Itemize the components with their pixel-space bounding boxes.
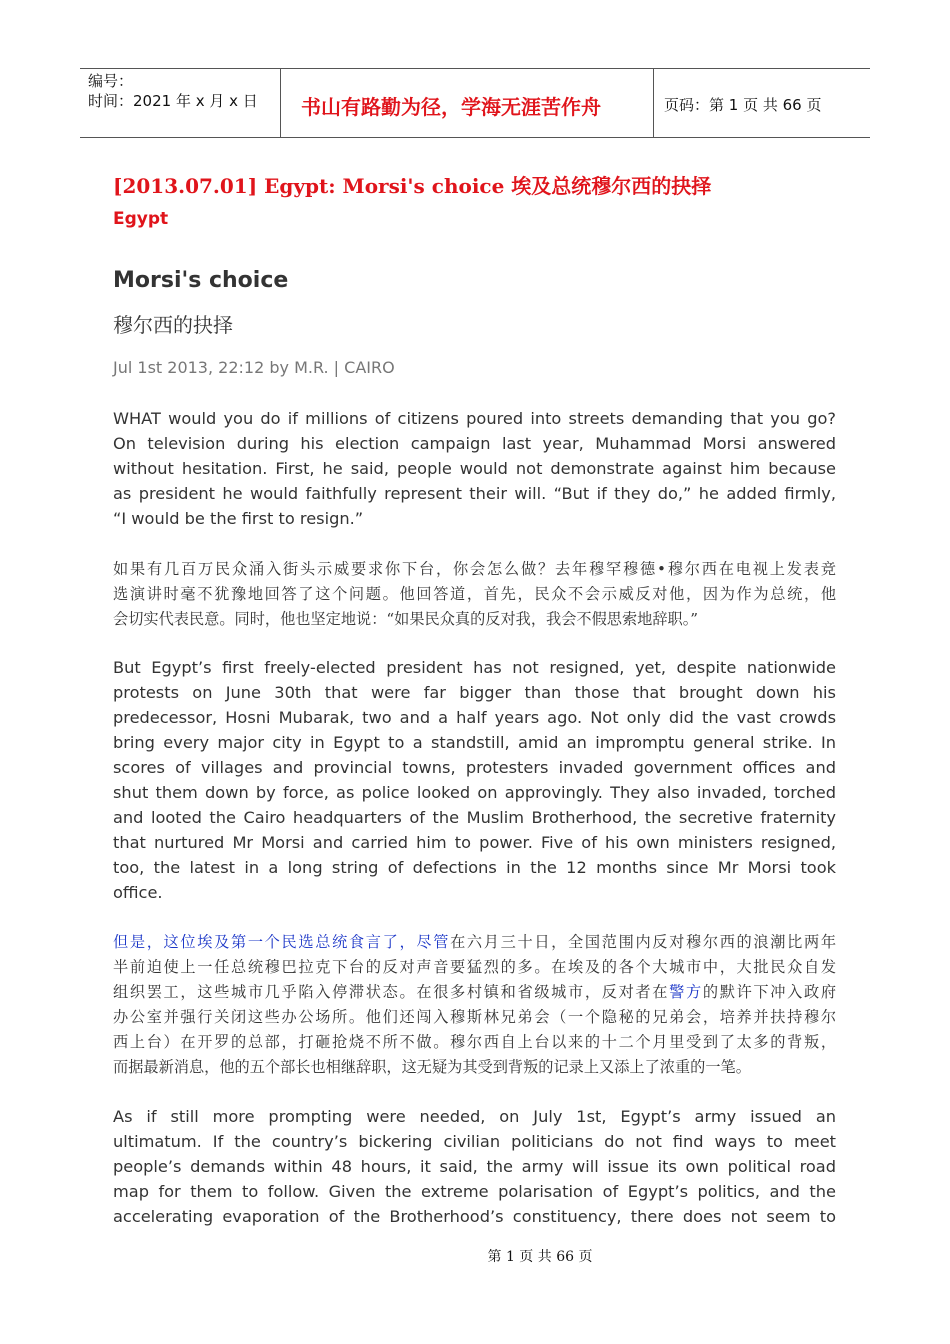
text-line: accelerating evaporation of the Brotherhood’s constituency, there does not seem to xyxy=(113,1207,836,1226)
text-line: people’s demands within 48 hours, it said, the army will issue its own political road xyxy=(113,1157,836,1176)
text-line: map for them to follow. Given the extreme polarisation of Egypt’s politics, and the xyxy=(113,1182,836,1201)
text-line: protests on June 30th that were far bigger than those that brought down his xyxy=(113,683,836,702)
text-line: 选演讲时毫不犹豫地回答了这个问题。他回答道，首先，民众不会示威反对他，因为作为总统，他 xyxy=(113,585,836,603)
text-line: too, the latest in a long string of defections in the 12 months since Mr Morsi took xyxy=(113,858,836,877)
text-line: scores of villages and provincial towns, protesters invaded government offices and xyxy=(113,758,836,777)
text-line: 如果有几百万民众涌入街头示威要求你下台，你会怎么做？去年穆罕穆德•穆尔西在电视上发表竞 xyxy=(113,560,836,578)
text-line: On television during his election campaign last year, Muhammad Morsi answered xyxy=(113,434,836,453)
text-line: As if still more prompting were needed, on July 1st, Egypt’s army issued an xyxy=(113,1107,836,1126)
text-line: office. xyxy=(113,883,163,902)
paragraph-2-cn xyxy=(113,930,836,1080)
text-line: 半前迫使上一任总统穆巴拉克下台的反对声音要猛烈的多。在埃及的各个大城市中，大批民众自发 xyxy=(113,958,836,976)
header-motto: 书山有路勤为径，学海无涯苦作舟 xyxy=(281,69,654,137)
text-line xyxy=(113,930,836,955)
text-line: and looted the Cairo headquarters of the Muslim Brotherhood, the secretive fraternity xyxy=(113,808,836,827)
text-line: 办公室并强行关闭这些办公场所。他们还闯入穆斯林兄弟会（一个隐秘的兄弟会，培养并扶持穆尔 xyxy=(113,1008,836,1026)
text-line: But Egypt’s first freely-elected president has not resigned, yet, despite nationwide xyxy=(113,658,836,677)
article-title: [2013.07.01] Egypt: Morsi's choice 埃及总统穆尔西的抉择 xyxy=(113,174,712,198)
text-line: 会切实代表民意。同时，他也坚定地说：“如果民众真的反对我，我会不假思索地辞职。” xyxy=(113,610,699,628)
number-label: 编号： xyxy=(88,72,134,90)
text-line: predecessor, Hosni Mubarak, two and a half years ago. Not only did the vast crowds xyxy=(113,708,836,727)
text-line: “I would be the first to resign.” xyxy=(113,509,364,528)
headline: Morsi's choice xyxy=(113,268,289,293)
header-meta-cell xyxy=(80,69,281,137)
text-line: without hesitation. First, he said, people would not demonstrate against him because xyxy=(113,459,836,478)
header-table xyxy=(80,68,870,138)
headline-cn: 穆尔西的抉择 xyxy=(113,313,233,337)
paragraph-1-en xyxy=(113,406,836,531)
paragraph-3-en xyxy=(113,1104,836,1229)
text-span: 组织罢工，这些城市几乎陷入停滞状态。在很多村镇和省级城市，反对者在 xyxy=(113,983,670,1001)
text-line: as president he would faithfully represent their will. “But if they do,” he added firmly, xyxy=(113,484,836,503)
byline: Jul 1st 2013, 22:12 by M.R. | CAIRO xyxy=(113,358,395,377)
text-line: WHAT would you do if millions of citizens poured into streets demanding that you go? xyxy=(113,409,836,428)
header-page-label: 页码：第 1 页 共 66 页 xyxy=(664,95,822,114)
paragraph-2-en xyxy=(113,655,836,905)
text-line: bring every major city in Egypt to a standstill, amid an impromptu general strike. In xyxy=(113,733,836,752)
time-label: 时间：2021 年 x 月 x 日 xyxy=(88,92,258,110)
text-line: shut them down by force, as police looked on approvingly. They also invaded, torched xyxy=(113,783,836,802)
section-label: Egypt xyxy=(113,209,169,229)
text-line: 西上台）在开罗的总部，打砸抢烧不所不做。穆尔西自上台以来的十二个月里受到了太多的背叛， xyxy=(113,1033,836,1051)
text-span: 在六月三十日，全国范围内反对穆尔西的浪潮比两年 xyxy=(450,933,837,951)
paragraph-1-cn xyxy=(113,557,836,632)
text-line: 而据最新消息，他的五个部长也相继辞职，这无疑为其受到背叛的记录上又添上了浓重的一笔。 xyxy=(113,1058,751,1076)
highlighted-text[interactable]: 警方 xyxy=(669,983,703,1001)
text-line: that nurtured Mr Morsi and carried him to power. Five of his own ministers resigned, xyxy=(113,833,836,852)
text-line: ultimatum. If the country’s bickering civilian politicians do not find ways to meet xyxy=(113,1132,836,1151)
highlighted-text[interactable]: 但是，这位埃及第一个民选总统食言了，尽管 xyxy=(113,933,451,951)
text-span: 的默许下冲入政府 xyxy=(702,983,837,1001)
page-footer: 第 1 页 共 66 页 xyxy=(487,1249,593,1265)
text-line xyxy=(113,980,836,1005)
